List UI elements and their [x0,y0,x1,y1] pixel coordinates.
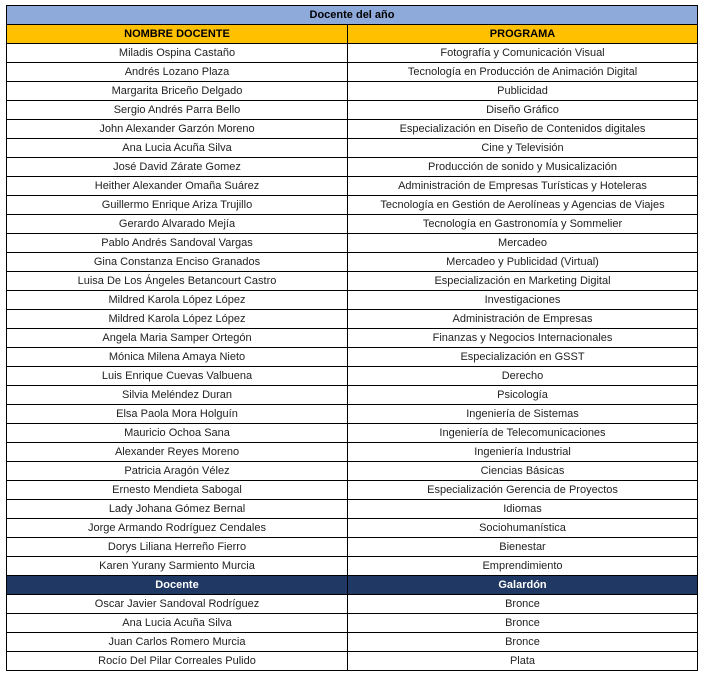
teacher-name-cell: Margarita Briceño Delgado [7,82,348,101]
column-header-teacher: NOMBRE DOCENTE [7,25,348,44]
teacher-name-cell: Silvia Meléndez Duran [7,386,348,405]
table-row [7,120,698,139]
table-row [7,557,698,576]
table-row [7,139,698,158]
award-cell: Plata [348,652,698,671]
table-row [7,443,698,462]
table-row [7,272,698,291]
program-cell: Bienestar [348,538,698,557]
program-cell: Especialización en Diseño de Contenidos digitales [348,120,698,139]
program-cell: Idiomas [348,500,698,519]
program-cell: Ingeniería de Sistemas [348,405,698,424]
table-title: Docente del año [7,6,698,25]
program-cell: Especialización Gerencia de Proyectos [348,481,698,500]
program-cell: Ciencias Básicas [348,462,698,481]
teacher-name-cell: Karen Yurany Sarmiento Murcia [7,557,348,576]
column-header-program: PROGRAMA [348,25,698,44]
program-cell: Administración de Empresas Turísticas y Hoteleras [348,177,698,196]
table-row [7,253,698,272]
table-row [7,101,698,120]
teacher-name-cell: Luis Enrique Cuevas Valbuena [7,367,348,386]
teacher-name-cell: Heither Alexander Omaña Suárez [7,177,348,196]
title-row [7,6,698,25]
teacher-name-cell: José David Zárate Gomez [7,158,348,177]
program-cell: Publicidad [348,82,698,101]
teacher-name-cell: Mildred Karola López López [7,291,348,310]
program-cell: Mercadeo [348,234,698,253]
table-row [7,215,698,234]
table-row [7,234,698,253]
program-cell: Finanzas y Negocios Internacionales [348,329,698,348]
table-row [7,158,698,177]
program-cell: Tecnología en Gastronomía y Sommelier [348,215,698,234]
program-cell: Especialización en GSST [348,348,698,367]
teacher-name-cell: Sergio Andrés Parra Bello [7,101,348,120]
award-cell: Bronce [348,614,698,633]
teacher-name-cell: Gina Constanza Enciso Granados [7,253,348,272]
teacher-name-cell: Mauricio Ochoa Sana [7,424,348,443]
teacher-name-cell: Miladis Ospina Castaño [7,44,348,63]
teacher-name-cell: Luisa De Los Ángeles Betancourt Castro [7,272,348,291]
award-teacher-name-cell: Oscar Javier Sandoval Rodríguez [7,595,348,614]
award-row [7,614,698,633]
program-cell: Diseño Gráfico [348,101,698,120]
award-teacher-name-cell: Rocío Del Pilar Correales Pulido [7,652,348,671]
program-cell: Especialización en Marketing Digital [348,272,698,291]
teacher-award-table-container [6,5,697,671]
teacher-name-cell: Mónica Milena Amaya Nieto [7,348,348,367]
teacher-name-cell: John Alexander Garzón Moreno [7,120,348,139]
program-cell: Tecnología en Producción de Animación Digital [348,63,698,82]
award-header-row [7,576,698,595]
program-cell: Administración de Empresas [348,310,698,329]
table-row [7,462,698,481]
award-row [7,595,698,614]
program-cell: Derecho [348,367,698,386]
program-cell: Cine y Televisión [348,139,698,158]
column-header-docente: Docente [7,576,348,595]
award-row [7,652,698,671]
table-row [7,63,698,82]
table-row [7,310,698,329]
teacher-name-cell: Gerardo Alvarado Mejía [7,215,348,234]
teacher-name-cell: Dorys Liliana Herreño Fierro [7,538,348,557]
program-cell: Mercadeo y Publicidad (Virtual) [348,253,698,272]
program-cell: Fotografía y Comunicación Visual [348,44,698,63]
teacher-name-cell: Andrés Lozano Plaza [7,63,348,82]
teacher-name-cell: Alexander Reyes Moreno [7,443,348,462]
award-teacher-name-cell: Ana Lucia Acuña Silva [7,614,348,633]
teacher-name-cell: Ana Lucia Acuña Silva [7,139,348,158]
table-row [7,329,698,348]
award-row [7,633,698,652]
table-row [7,538,698,557]
table-row [7,500,698,519]
program-cell: Producción de sonido y Musicalización [348,158,698,177]
program-cell: Emprendimiento [348,557,698,576]
table-row [7,348,698,367]
teacher-name-cell: Elsa Paola Mora Holguín [7,405,348,424]
teacher-name-cell: Jorge Armando Rodríguez Cendales [7,519,348,538]
teacher-name-cell: Mildred Karola López López [7,310,348,329]
teacher-name-cell: Patricia Aragón Vélez [7,462,348,481]
table-body [7,6,698,671]
header-row [7,25,698,44]
teacher-name-cell: Pablo Andrés Sandoval Vargas [7,234,348,253]
program-cell: Sociohumanística [348,519,698,538]
table-row [7,424,698,443]
program-cell: Psicología [348,386,698,405]
award-cell: Bronce [348,633,698,652]
teacher-name-cell: Guillermo Enrique Ariza Trujillo [7,196,348,215]
program-cell: Tecnología en Gestión de Aerolíneas y Agencias de Viajes [348,196,698,215]
teacher-award-table [6,5,698,671]
column-header-galardon: Galardón [348,576,698,595]
program-cell: Ingeniería de Telecomunicaciones [348,424,698,443]
program-cell: Ingeniería Industrial [348,443,698,462]
table-row [7,196,698,215]
table-row [7,44,698,63]
award-teacher-name-cell: Juan Carlos Romero Murcia [7,633,348,652]
award-cell: Bronce [348,595,698,614]
table-row [7,82,698,101]
table-row [7,519,698,538]
teacher-name-cell: Lady Johana Gómez Bernal [7,500,348,519]
table-row [7,367,698,386]
program-cell: Investigaciones [348,291,698,310]
table-row [7,386,698,405]
teacher-name-cell: Angela Maria Samper Ortegón [7,329,348,348]
table-row [7,481,698,500]
table-row [7,291,698,310]
teacher-name-cell: Ernesto Mendieta Sabogal [7,481,348,500]
table-row [7,177,698,196]
table-row [7,405,698,424]
